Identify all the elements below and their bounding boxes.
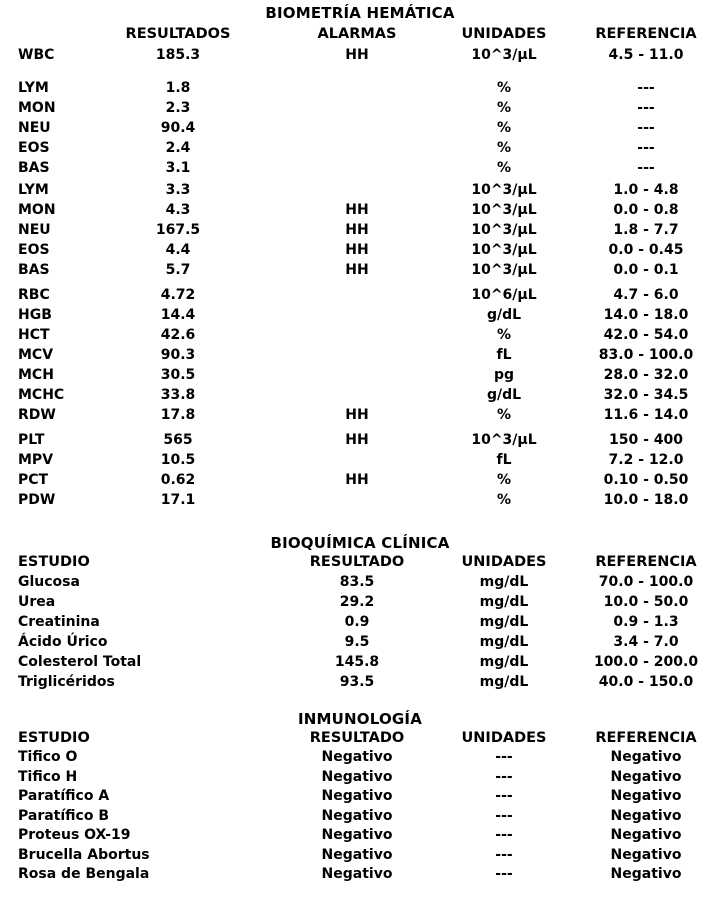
table-row bbox=[0, 572, 720, 592]
result-cell: 4.4 bbox=[165, 242, 191, 258]
units-cell: fL bbox=[496, 347, 512, 363]
result-column-header: RESULTADO bbox=[309, 730, 405, 746]
result-cell: 167.5 bbox=[155, 222, 201, 238]
alarm-cell: HH bbox=[345, 407, 369, 423]
units-cell: mg/dL bbox=[479, 614, 529, 630]
alarm-cell: HH bbox=[345, 202, 369, 218]
units-cell: 10^3/µL bbox=[471, 202, 537, 218]
reference-cell: 100.0 - 200.0 bbox=[593, 654, 699, 670]
param-cell: PLT bbox=[18, 432, 45, 448]
study-cell: Urea bbox=[18, 594, 56, 610]
table-row bbox=[0, 325, 720, 345]
chemistry-header-row bbox=[0, 552, 720, 572]
units-cell: % bbox=[496, 407, 512, 423]
alarm-cell: HH bbox=[345, 222, 369, 238]
study-cell: Triglicéridos bbox=[18, 674, 115, 690]
table-row bbox=[0, 405, 720, 425]
param-cell: RBC bbox=[18, 287, 50, 303]
alarm-cell: HH bbox=[345, 472, 369, 488]
units-cell: --- bbox=[495, 788, 513, 804]
result-cell: 2.3 bbox=[165, 100, 191, 116]
result-cell: 29.2 bbox=[339, 594, 375, 610]
units-cell: % bbox=[496, 100, 512, 116]
result-cell: 17.1 bbox=[160, 492, 196, 508]
reference-cell: 14.0 - 18.0 bbox=[603, 307, 689, 323]
param-cell: MCV bbox=[18, 347, 54, 363]
reference-cell: Negativo bbox=[610, 846, 682, 863]
result-cell: 90.3 bbox=[160, 347, 196, 363]
units-cell: % bbox=[496, 492, 512, 508]
table-row bbox=[0, 45, 720, 65]
units-cell: pg bbox=[493, 367, 515, 383]
units-cell: 10^3/µL bbox=[471, 222, 537, 238]
study-cell: Paratífico B bbox=[18, 807, 110, 824]
result-column-header: RESULTADO bbox=[309, 554, 405, 570]
result-cell: 2.4 bbox=[165, 140, 191, 156]
param-cell: MCH bbox=[18, 367, 54, 383]
param-cell: PDW bbox=[18, 492, 56, 508]
units-column-header: UNIDADES bbox=[461, 26, 547, 42]
table-row bbox=[0, 807, 720, 827]
reference-column-header: REFERENCIA bbox=[595, 730, 697, 746]
study-column-header: ESTUDIO bbox=[18, 554, 90, 570]
param-cell: MON bbox=[18, 100, 56, 116]
reference-cell: --- bbox=[637, 100, 655, 116]
table-row bbox=[0, 118, 720, 138]
result-cell: 83.5 bbox=[339, 574, 375, 590]
table-row bbox=[0, 240, 720, 260]
reference-cell: 0.10 - 0.50 bbox=[603, 472, 689, 488]
table-row bbox=[0, 78, 720, 98]
hematology-section-title: BIOMETRÍA HEMÁTICA bbox=[265, 4, 455, 22]
reference-cell: 0.0 - 0.8 bbox=[613, 202, 679, 218]
reference-cell: 10.0 - 18.0 bbox=[603, 492, 689, 508]
result-cell: 90.4 bbox=[160, 120, 196, 136]
units-cell: % bbox=[496, 472, 512, 488]
param-cell: EOS bbox=[18, 242, 50, 258]
immunology-header-row bbox=[0, 728, 720, 748]
alarm-cell: HH bbox=[345, 47, 369, 63]
table-row bbox=[0, 865, 720, 885]
result-cell: Negativo bbox=[321, 749, 393, 765]
result-cell: 145.8 bbox=[334, 654, 380, 670]
table-row bbox=[0, 260, 720, 280]
result-cell: 33.8 bbox=[160, 387, 196, 403]
units-cell: --- bbox=[495, 749, 513, 765]
reference-cell: 83.0 - 100.0 bbox=[598, 347, 694, 363]
reference-cell: --- bbox=[637, 140, 655, 156]
study-cell: Glucosa bbox=[18, 574, 80, 590]
param-cell: MCHC bbox=[18, 387, 65, 403]
reference-cell: 7.2 - 12.0 bbox=[608, 452, 684, 468]
table-row bbox=[0, 285, 720, 305]
table-row bbox=[0, 672, 720, 692]
reference-cell: 4.5 - 11.0 bbox=[608, 47, 684, 63]
units-cell: 10^3/µL bbox=[471, 432, 537, 448]
reference-column-header: REFERENCIA bbox=[595, 26, 697, 42]
reference-cell: --- bbox=[637, 120, 655, 136]
result-cell: 3.3 bbox=[165, 182, 191, 198]
reference-cell: Negativo bbox=[610, 768, 682, 785]
units-cell: mg/dL bbox=[479, 674, 529, 690]
result-cell: Negativo bbox=[321, 846, 393, 863]
results-column-header: RESULTADOS bbox=[125, 26, 231, 42]
units-cell: % bbox=[496, 80, 512, 96]
param-cell: LYM bbox=[18, 182, 49, 198]
section-spacer bbox=[0, 692, 720, 710]
table-row bbox=[0, 158, 720, 178]
table-row bbox=[0, 305, 720, 325]
param-cell: MON bbox=[18, 202, 56, 218]
reference-cell: Negativo bbox=[610, 788, 682, 804]
param-cell: LYM bbox=[18, 80, 49, 96]
reference-cell: Negativo bbox=[610, 807, 682, 824]
table-row bbox=[0, 787, 720, 807]
result-cell: 9.5 bbox=[344, 634, 370, 650]
reference-cell: 11.6 - 14.0 bbox=[603, 407, 689, 423]
table-row bbox=[0, 345, 720, 365]
study-cell: Tifico O bbox=[18, 749, 78, 765]
study-cell: Creatinina bbox=[18, 614, 100, 630]
param-cell: HCT bbox=[18, 327, 50, 343]
table-row bbox=[0, 138, 720, 158]
result-cell: 14.4 bbox=[160, 307, 196, 323]
reference-cell: 40.0 - 150.0 bbox=[598, 674, 694, 690]
param-cell: RDW bbox=[18, 407, 56, 423]
param-cell: NEU bbox=[18, 120, 51, 136]
study-cell: Brucella Abortus bbox=[18, 846, 150, 863]
result-cell: 565 bbox=[163, 432, 193, 448]
table-row bbox=[0, 768, 720, 788]
reference-cell: 42.0 - 54.0 bbox=[603, 327, 689, 343]
units-cell: mg/dL bbox=[479, 574, 529, 590]
result-cell: Negativo bbox=[321, 788, 393, 804]
chemistry-section-title: BIOQUÍMICA CLÍNICA bbox=[270, 534, 450, 552]
table-row bbox=[0, 385, 720, 405]
units-cell: % bbox=[496, 327, 512, 343]
table-row bbox=[0, 180, 720, 200]
param-cell: PCT bbox=[18, 472, 49, 488]
units-cell: mg/dL bbox=[479, 594, 529, 610]
reference-cell: 10.0 - 50.0 bbox=[603, 594, 689, 610]
result-cell: 4.72 bbox=[160, 287, 196, 303]
result-cell: 4.3 bbox=[165, 202, 191, 218]
param-cell: NEU bbox=[18, 222, 51, 238]
study-column-header: ESTUDIO bbox=[18, 730, 90, 746]
result-cell: Negativo bbox=[321, 827, 393, 843]
units-cell: --- bbox=[495, 866, 513, 882]
table-row bbox=[0, 450, 720, 470]
units-column-header: UNIDADES bbox=[461, 554, 547, 570]
param-cell: HGB bbox=[18, 307, 52, 323]
units-cell: --- bbox=[495, 846, 513, 863]
units-cell: g/dL bbox=[486, 387, 522, 403]
result-cell: 5.7 bbox=[165, 262, 191, 278]
table-row bbox=[0, 748, 720, 768]
table-row bbox=[0, 490, 720, 510]
units-cell: --- bbox=[495, 768, 513, 785]
alarm-cell: HH bbox=[345, 262, 369, 278]
reference-cell: 70.0 - 100.0 bbox=[598, 574, 694, 590]
result-cell: Negativo bbox=[321, 807, 393, 824]
table-row bbox=[0, 846, 720, 866]
table-row bbox=[0, 200, 720, 220]
units-cell: % bbox=[496, 160, 512, 176]
group-spacer bbox=[0, 65, 720, 78]
units-cell: % bbox=[496, 140, 512, 156]
alarms-column-header: ALARMAS bbox=[317, 26, 397, 42]
units-cell: mg/dL bbox=[479, 654, 529, 670]
study-cell: Rosa de Bengala bbox=[18, 866, 150, 882]
immunology-section-title: INMUNOLOGÍA bbox=[297, 710, 423, 728]
reference-column-header: REFERENCIA bbox=[595, 554, 697, 570]
reference-cell: --- bbox=[637, 80, 655, 96]
result-cell: 0.62 bbox=[160, 472, 196, 488]
result-cell: 10.5 bbox=[160, 452, 196, 468]
units-cell: 10^3/µL bbox=[471, 262, 537, 278]
table-row bbox=[0, 652, 720, 672]
param-cell: BAS bbox=[18, 262, 50, 278]
param-cell: EOS bbox=[18, 140, 50, 156]
section-spacer bbox=[0, 510, 720, 534]
result-cell: 0.9 bbox=[344, 614, 370, 630]
reference-cell: --- bbox=[637, 160, 655, 176]
reference-cell: 1.8 - 7.7 bbox=[613, 222, 679, 238]
reference-cell: 0.9 - 1.3 bbox=[613, 614, 679, 630]
study-cell: Tifico H bbox=[18, 768, 78, 785]
reference-cell: 0.0 - 0.45 bbox=[608, 242, 684, 258]
reference-cell: 4.7 - 6.0 bbox=[613, 287, 679, 303]
result-cell: 42.6 bbox=[160, 327, 196, 343]
param-cell: BAS bbox=[18, 160, 50, 176]
study-cell: Paratífico A bbox=[18, 788, 110, 804]
units-cell: 10^3/µL bbox=[471, 47, 537, 63]
units-column-header: UNIDADES bbox=[461, 730, 547, 746]
table-row bbox=[0, 430, 720, 450]
result-cell: 185.3 bbox=[155, 47, 201, 63]
units-cell: 10^3/µL bbox=[471, 182, 537, 198]
table-row bbox=[0, 98, 720, 118]
units-cell: 10^6/µL bbox=[471, 287, 537, 303]
result-cell: 1.8 bbox=[165, 80, 191, 96]
result-cell: 93.5 bbox=[339, 674, 375, 690]
table-row bbox=[0, 365, 720, 385]
table-row bbox=[0, 612, 720, 632]
reference-cell: Negativo bbox=[610, 749, 682, 765]
reference-cell: 32.0 - 34.5 bbox=[603, 387, 689, 403]
alarm-cell: HH bbox=[345, 432, 369, 448]
table-row bbox=[0, 220, 720, 240]
alarm-cell: HH bbox=[345, 242, 369, 258]
reference-cell: Negativo bbox=[610, 866, 682, 882]
units-cell: --- bbox=[495, 827, 513, 843]
result-cell: Negativo bbox=[321, 768, 393, 785]
study-cell: Colesterol Total bbox=[18, 654, 142, 670]
reference-cell: 1.0 - 4.8 bbox=[613, 182, 679, 198]
units-cell: mg/dL bbox=[479, 634, 529, 650]
table-row bbox=[0, 632, 720, 652]
units-cell: 10^3/µL bbox=[471, 242, 537, 258]
result-cell: Negativo bbox=[321, 866, 393, 882]
units-cell: % bbox=[496, 120, 512, 136]
table-row bbox=[0, 592, 720, 612]
reference-cell: 28.0 - 32.0 bbox=[603, 367, 689, 383]
param-cell: WBC bbox=[18, 47, 55, 63]
table-row bbox=[0, 826, 720, 846]
hematology-header-row bbox=[0, 24, 720, 44]
units-cell: --- bbox=[495, 807, 513, 824]
units-cell: fL bbox=[496, 452, 512, 468]
result-cell: 17.8 bbox=[160, 407, 196, 423]
study-cell: Proteus OX-19 bbox=[18, 827, 131, 843]
reference-cell: 3.4 - 7.0 bbox=[613, 634, 679, 650]
units-cell: g/dL bbox=[486, 307, 522, 323]
result-cell: 3.1 bbox=[165, 160, 191, 176]
reference-cell: 0.0 - 0.1 bbox=[613, 262, 679, 278]
table-row bbox=[0, 470, 720, 490]
reference-cell: 150 - 400 bbox=[608, 432, 683, 448]
study-cell: Ácido Úrico bbox=[18, 634, 108, 650]
reference-cell: Negativo bbox=[610, 827, 682, 843]
param-cell: MPV bbox=[18, 452, 54, 468]
result-cell: 30.5 bbox=[160, 367, 196, 383]
